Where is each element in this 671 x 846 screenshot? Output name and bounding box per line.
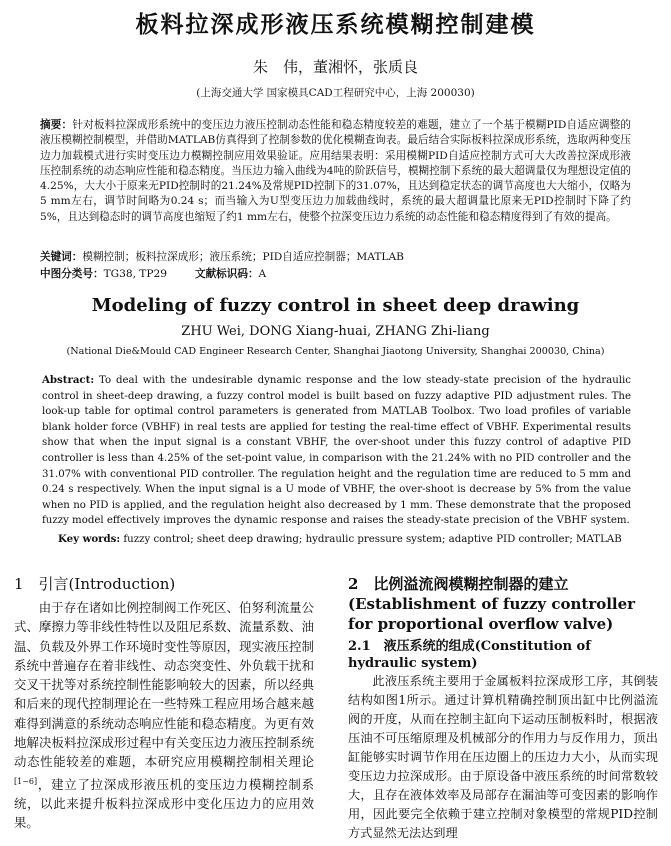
abstract-en-text: To deal with the undesirable dynamic response and the low steady-state precision of the hydraulic control in sheet-deep drawing, a fuzzy control model is built based on fuzzy adaptive PID adjustment rules. The look-up table for optimal control parameters is generated from MATLAB Toolbox. Two load profiles of variable blank holder force (VBHF) in real tests are applied for testing the real-time effect of VBHF. Experimental results show that when the input signal is a constant VBHF, the over-shoot under this fuzzy control of adaptive PID controller is less than 4.25% of the set-point value, in comparison with the 21.24% with no PID controller and the 31.07% with conventional PID controller. The regulation height and the regulation time are reduced to 5 mm and 0.24 s respectively. When the input signal is a U mode of VBHF, the over-shoot is decrease by 5% from the value when no PID is applied, and the regulation height also decreased by 1 mm. These demonstrate that the proposed fuzzy model effectively improves the dynamic response and raises the steady-state precision of the VBHF system. (42, 375, 631, 527)
clc-value: TG38, TP29 (103, 268, 167, 280)
section-1-body (14, 598, 314, 833)
keywords-en-text: fuzzy control; sheet deep drawing; hydraulic pressure system; adaptive PID controller; MATLAB (120, 534, 622, 545)
section-2-1-body: 此液压系统主要用于金属板料拉深成形工序，其倒装结构如图1所示。通过计算机精确控制顶出缸中比例溢流阀的开度，从而在控制主缸向下运动压制板料时，根据液压油不可压缩原理及机械部分的作用力与反作用力，顶出缸能够实时调节作用在压边圈上的压边力大小，从而实现变压边力拉深成形。由于原设备中液压系统的时间常数较大，且存在液体效率及局部存在漏油等可变因素的影响作用，因此要完全依赖于建立控制对象模型的常规PID控制方式显然无法达到理 (348, 674, 658, 840)
section-2-1-heading: 2.1 液压系统的组成(Constitution of hydraulic system) (348, 639, 591, 671)
keywords-cn-text: 模糊控制；板料拉深成形；液压系统；PID自适应控制器；MATLAB (82, 251, 404, 263)
doc-code-label: 文献标识码： (194, 268, 259, 280)
section-2-heading: 2 比例溢流阀模糊控制器的建立(Establishment of fuzzy controller for proportional overflow valve) (348, 575, 636, 633)
doc-code-value: A (258, 268, 267, 280)
affiliation-cn: (上海交通大学 国家模具CAD工程研究中心，上海 200030) (196, 87, 475, 99)
abstract-cn (40, 118, 631, 225)
section-1-text-a: 由于存在诸如比例控制阀工作死区、伯努利流量公式、摩擦力等非线性特性以及阻尼系数、流量系数、油温、负载及外界工作环境时变性等原因，现实液压控制系统中普遍存在着非线性、动态突变性、外负载干扰和交叉干扰等对系统控制性能影响较大的因素，所以经典和后来的现代控制理论在一些特殊工程应用场合越来越难得到满意的系统动态响应性能和稳态精度。为更有效地解决板料拉深成形过程中有关变压边力液压控制系统动态性能较差的难题，本研究应用模糊控制相关理论 (14, 600, 314, 770)
classification-line (40, 266, 631, 281)
section-1-text-b: ，建立了拉深成形液压机的变压边力模糊控制系统，以此来提升板料拉深成形中变化压边力的应用效果。 (14, 776, 314, 831)
keywords-cn (40, 250, 631, 265)
left-column (14, 574, 314, 833)
keywords-en (58, 533, 631, 545)
abstract-en (42, 373, 631, 529)
authors-cn: 朱 伟，董湘怀，张质良 (252, 58, 418, 76)
keywords-cn-label: 关键词： (40, 251, 83, 263)
citation-ref: [1~6] (14, 776, 38, 786)
paper-title-en: Modeling of fuzzy control in sheet deep drawing (91, 295, 580, 316)
abstract-cn-label: 摘要： (40, 119, 73, 131)
section-1-heading: 1 引言(Introduction) (14, 575, 176, 593)
affiliation-en: (National Die&Mould CAD Engineer Research Center, Shanghai Jiaotong University, Shanghai 200030, China) (66, 346, 605, 357)
right-column (348, 574, 658, 843)
clc-label: 中图分类号： (40, 268, 104, 280)
abstract-cn-text: 针对板料拉深成形系统中的变压边力液压控制动态性能和稳态精度较差的难题，建立了一个基于模糊PID自适应调整的液压模糊控制模型，并借助MATLAB仿真得到了控制参数的优化模糊查询表。最后结合实际板料拉深成形系统，选取两种变压边力加载模式进行实时变压边力模糊控制应用效果验证。应用结果表明：采用模糊PID自适应控制方式可大大改善拉深成形液压控制系统的动态响应性能和稳态精度。当压边力输入曲线为4吨的阶跃信号，模糊控制下系统的最大超调量仅为理想设定值的4.25%，大大小于原来无PID控制时的21.24%及常规PID控制下的31.07%，且达到稳定状态的调节高度也大大缩小，仅略为5 mm左右，调节时间略为0.24 s；而当输入为U型变压边力加载曲线时，系统的最大超调量比原来无PID控制时下降了约5%，且达到稳态时的调节高度也缩短了约1 mm左右，使整个拉深变压边力系统的动态性能和稳态精度得到了有效的提高。 (40, 119, 632, 223)
keywords-en-label: Key words: (58, 533, 121, 545)
paper-title-cn: 板料拉深成形液压系统模糊控制建模 (135, 11, 536, 38)
abstract-en-label: Abstract: (42, 374, 95, 386)
authors-en: ZHU Wei, DONG Xiang-huai, ZHANG Zhi-liang (181, 324, 490, 339)
